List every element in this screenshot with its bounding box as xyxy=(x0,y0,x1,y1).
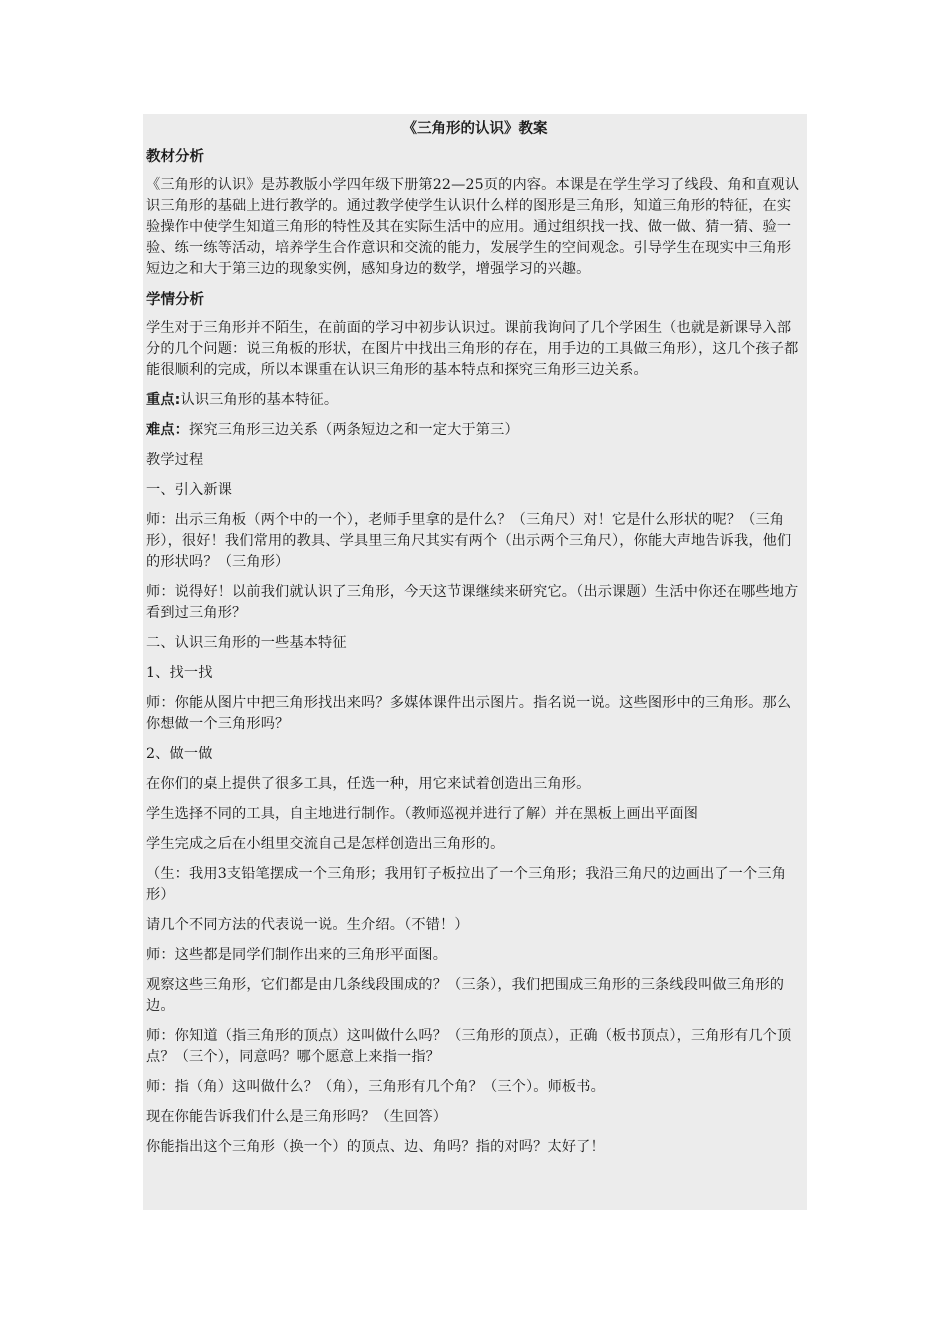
paragraph-step2-3: 学生完成之后在小组里交流自己是怎样创造出三角形的。 xyxy=(146,836,505,852)
paragraph-step2-10: 现在你能告诉我们什么是三角形吗？（生回答） xyxy=(146,1109,448,1125)
paragraph-step1-1: 师：你能从图片中把三角形找出来吗？多媒体课件出示图片。指名说一说。这些图形中的三角形。那么你想做一个三角形吗？ xyxy=(146,695,792,732)
section-heading-part1: 一、引入新课 xyxy=(146,482,233,498)
paragraph-step2-4: （生：我用3支铅笔摆成一个三角形；我用钉子板拉出了一个三角形；我沿三角尺的边画出了一个三角形） xyxy=(146,866,787,903)
paragraph-step2-9: 师：指（角）这叫做什么？（角），三角形有几个角？（三个）。师板书。 xyxy=(146,1079,605,1095)
key-point-text: 认识三角形的基本特征。 xyxy=(180,392,339,408)
key-point-label: 重点: xyxy=(146,392,181,408)
paragraph-textbook-analysis: 《三角形的认识》是苏教版小学四年级下册第22—25页的内容。本课是在学生学习了线段、角和直观认识三角形的基础上进行教学的。通过教学使学生认识什么样的图形是三角形，知道三角形的特征，在实验操作中使学生知道三角形的特性及其在实际生活中的应用。通过组织找一找、做一做、猜一猜、验一验、练一练等活动，培养学生合作意识和交流的能力，发展学生的空间观念。引导学生在现实中三角形短边之和大于第三边的现象实例，感知身边的数学，增强学习的兴趣。 xyxy=(146,177,800,277)
document-page xyxy=(143,114,807,1210)
paragraph-difficulty xyxy=(146,420,804,441)
section-heading-step1: 1、找一找 xyxy=(146,665,213,681)
paragraph-step2-6: 师：这些都是同学们制作出来的三角形平面图。 xyxy=(146,947,448,963)
paragraph-student-analysis: 学生对于三角形并不陌生，在前面的学习中初步认识过。课前我询问了几个学困生（也就是新课导入部分的几个问题：说三角板的形状，在图片中找出三角形的存在，用手边的工具做三角形），这几个孩子都能很顺利的完成，所以本课重在认识三角形的基本特点和探究三角形三边关系。 xyxy=(146,320,799,378)
section-heading-part2: 二、认识三角形的一些基本特征 xyxy=(146,635,347,651)
paragraph-step2-8: 师：你知道（指三角形的顶点）这叫做什么吗？（三角形的顶点），正确（板书顶点），三角形有几个顶点？（三个），同意吗？哪个愿意上来指一指？ xyxy=(146,1028,792,1065)
difficulty-label: 难点： xyxy=(146,422,190,438)
paragraph-step2-11: 你能指出这个三角形（换一个）的顶点、边、角吗？指的对吗？太好了！ xyxy=(146,1139,605,1155)
difficulty-text: 探究三角形三边关系（两条短边之和一定大于第三） xyxy=(189,422,519,438)
paragraph-step2-7: 观察这些三角形，它们都是由几条线段围成的？（三条），我们把围成三角形的三条线段叫做三角形的边。 xyxy=(146,977,785,1014)
paragraph-part1-1: 师：出示三角板（两个中的一个），老师手里拿的是什么？（三角尺）对！它是什么形状的呢？（三角形），很好！我们常用的教具、学具里三角尺其实有两个（出示两个三角尺），你能大声地告诉我，他们的形状吗？（三角形） xyxy=(146,512,792,570)
section-heading-textbook-analysis: 教材分析 xyxy=(146,149,204,165)
paragraph-part1-2: 师：说得好！以前我们就认识了三角形，今天这节课继续来研究它。（出示课题）生活中你还在哪些地方看到过三角形？ xyxy=(146,584,799,621)
paragraph-key-point xyxy=(146,390,804,411)
section-heading-student-analysis: 学情分析 xyxy=(146,292,204,308)
paragraph-step2-2: 学生选择不同的工具，自主地进行制作。（教师巡视并进行了解）并在黑板上画出平面图 xyxy=(146,806,699,822)
section-heading-teaching-process: 教学过程 xyxy=(146,452,204,468)
document-title: 《三角形的认识》教案 xyxy=(402,121,548,137)
paragraph-step2-5: 请几个不同方法的代表说一说。生介绍。（不错！） xyxy=(146,917,469,933)
section-heading-step2: 2、做一做 xyxy=(146,746,213,762)
paragraph-step2-1: 在你们的桌上提供了很多工具，任选一种，用它来试着创造出三角形。 xyxy=(146,776,591,792)
